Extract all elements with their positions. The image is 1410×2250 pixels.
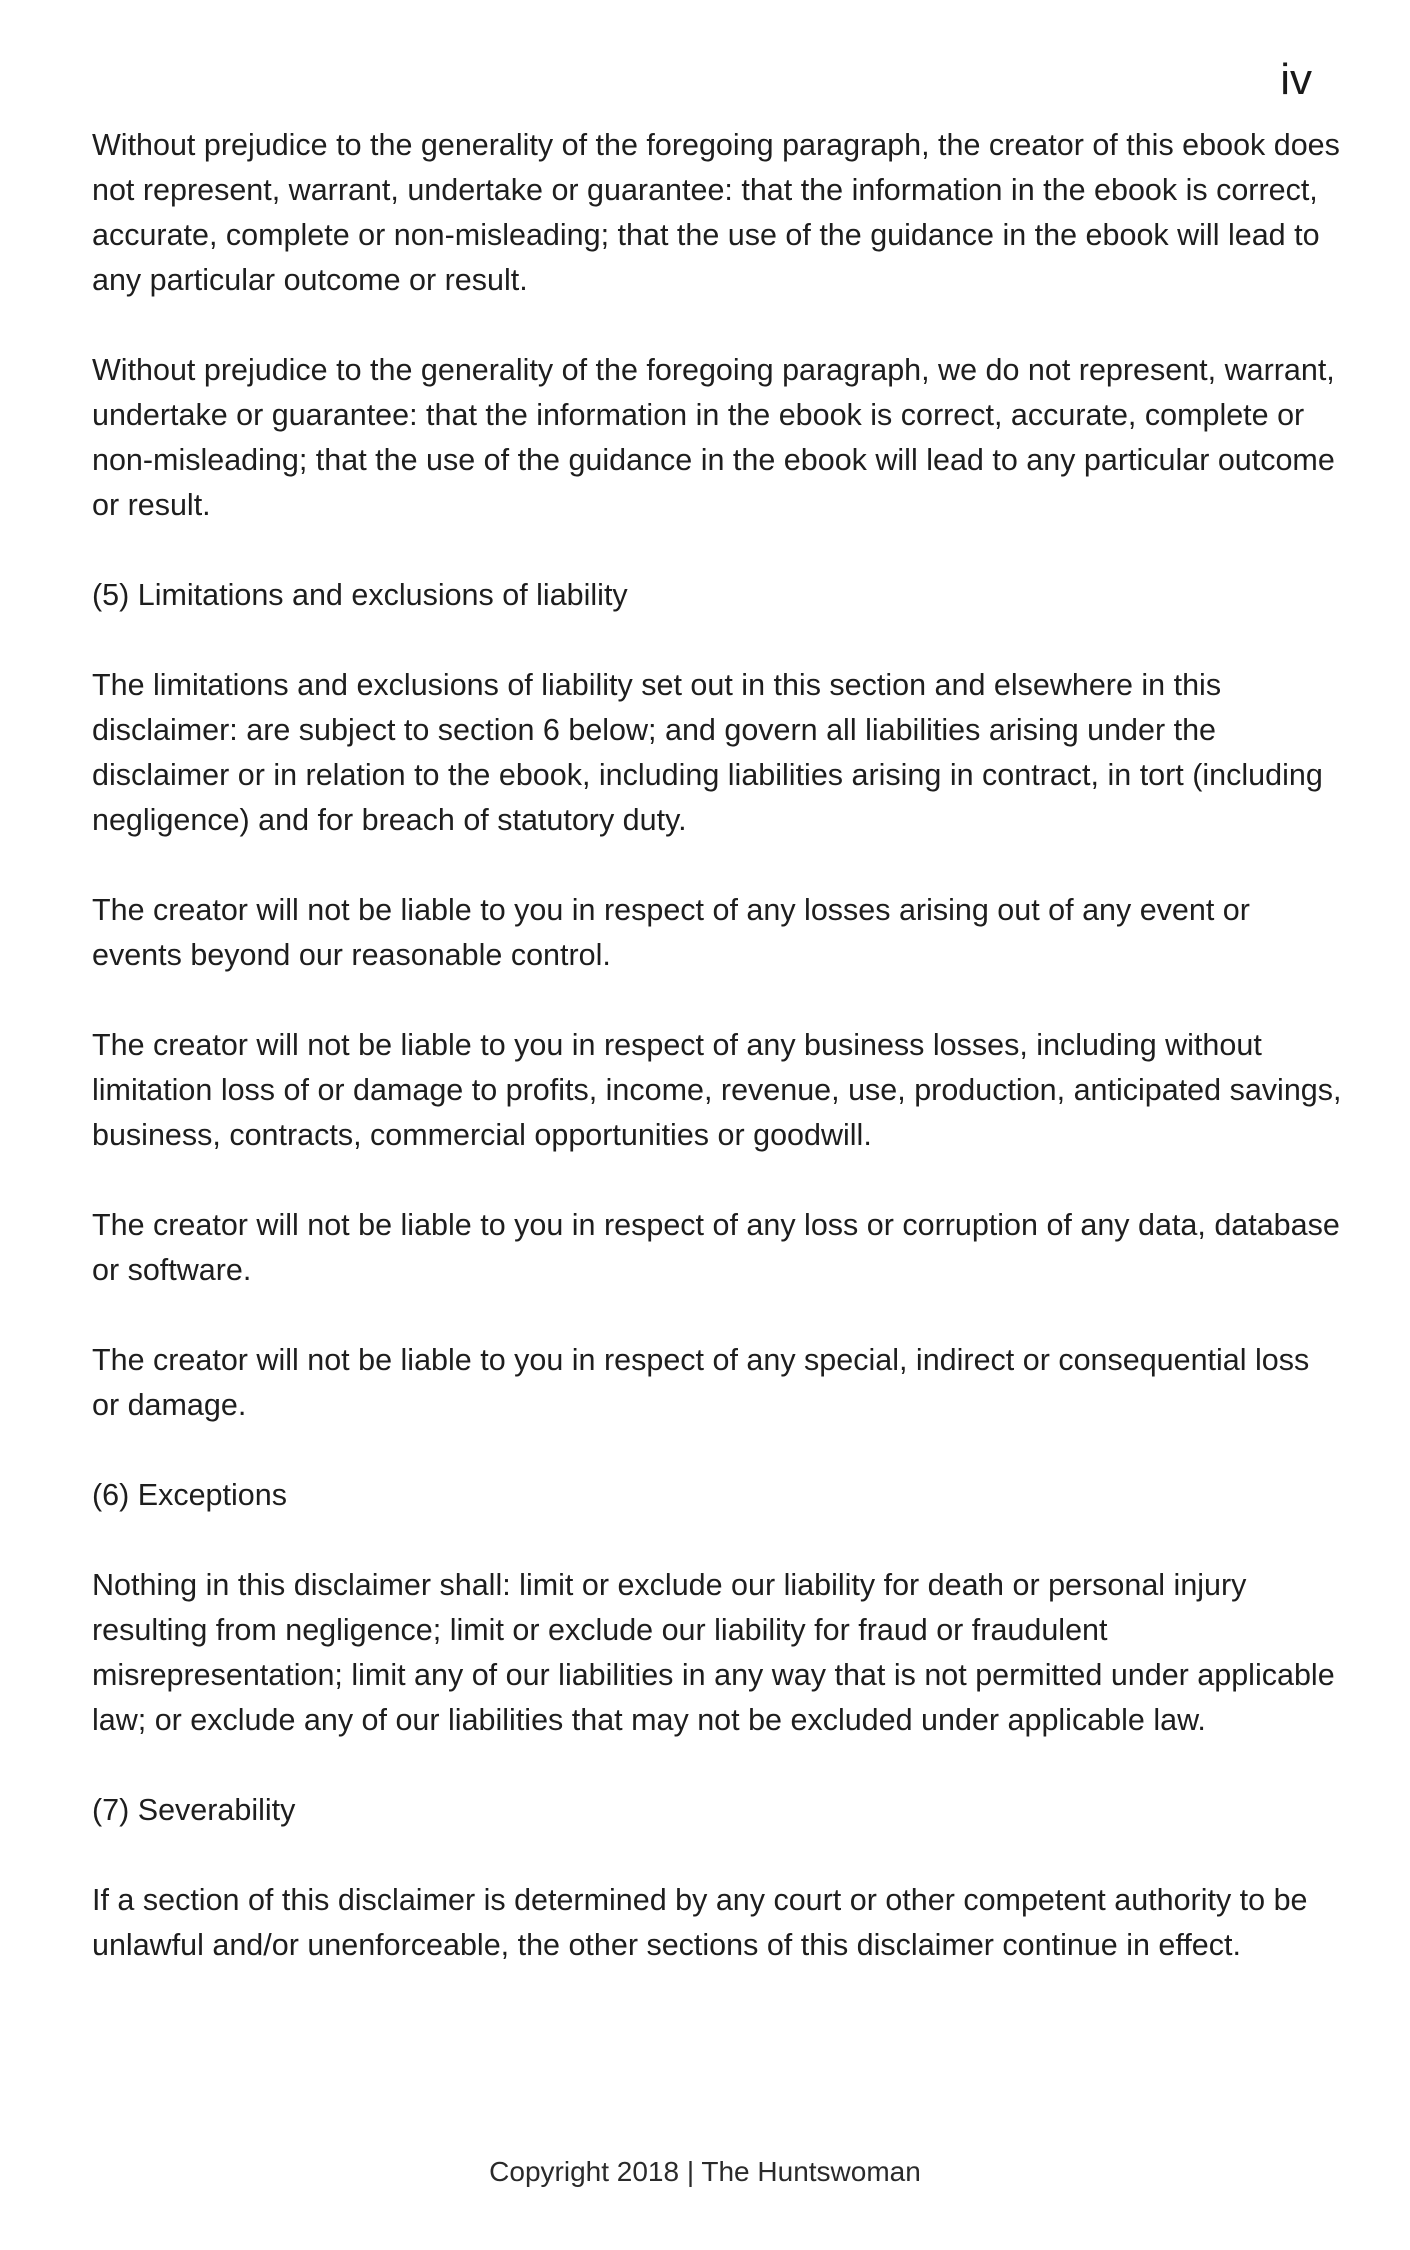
paragraph-no-warranty-we: Without prejudice to the generality of the foregoing paragraph, we do not represent, warrant, undertake or guarantee: that the information in the ebook is correct, accurate, complete or non-misleading; that the use of the guidance in the ebook will lead to any particular outcome or result. bbox=[92, 353, 1344, 522]
paragraph-severability: If a section of this disclaimer is determined by any court or other competent authority to be unlawful and/or unenforceable, the other sections of this disclaimer continue in effect. bbox=[92, 1883, 1317, 1962]
paragraph-exceptions: Nothing in this disclaimer shall: limit or exclude our liability for death or personal injury resulting from negligence; limit or exclude our liability for fraud or fraudulent misrepresentation; limit any of our liabilities in any way that is not permitted under applicable law; or exclude any of our liabilities that may not be excluded under applicable law. bbox=[92, 1568, 1344, 1737]
page-number: iv bbox=[1280, 55, 1312, 104]
paragraph-data-loss: The creator will not be liable to you in respect of any loss or corruption of any data, database or software. bbox=[92, 1208, 1349, 1287]
paragraph-events-beyond-control: The creator will not be liable to you in respect of any losses arising out of any event or events beyond our reasonable control. bbox=[92, 893, 1259, 972]
paragraph-no-warranty-creator: Without prejudice to the generality of the foregoing paragraph, the creator of this ebook does not represent, warrant, undertake or guarantee: that the information in the ebook is correct, accurate, complete or non-misleading; that the use of the guidance in the ebook will lead to any particular outcome or result. bbox=[92, 128, 1357, 297]
section-heading-limitations: (5) Limitations and exclusions of liability bbox=[92, 578, 628, 612]
section-heading-severability: (7) Severability bbox=[92, 1793, 296, 1827]
paragraph-limitations-scope: The limitations and exclusions of liability set out in this section and elsewhere in this disclaimer: are subject to section 6 below; and govern all liabilities arising under the disclaimer or in relation to the ebook, including liabilities arising in contract, in tort (including negligence) and for breach of statutory duty. bbox=[92, 668, 1332, 837]
paragraph-business-losses: The creator will not be liable to you in respect of any business losses, including without limitation loss of or damage to profits, income, revenue, use, production, anticipated savings, business, contracts, commercial opportunities or goodwill. bbox=[92, 1028, 1350, 1152]
copyright-footer: Copyright 2018 | The Huntswoman bbox=[489, 2156, 921, 2187]
section-heading-exceptions: (6) Exceptions bbox=[92, 1478, 287, 1512]
document-body bbox=[92, 123, 1357, 2013]
paragraph-consequential-loss: The creator will not be liable to you in respect of any special, indirect or consequential loss or damage. bbox=[92, 1343, 1318, 1422]
